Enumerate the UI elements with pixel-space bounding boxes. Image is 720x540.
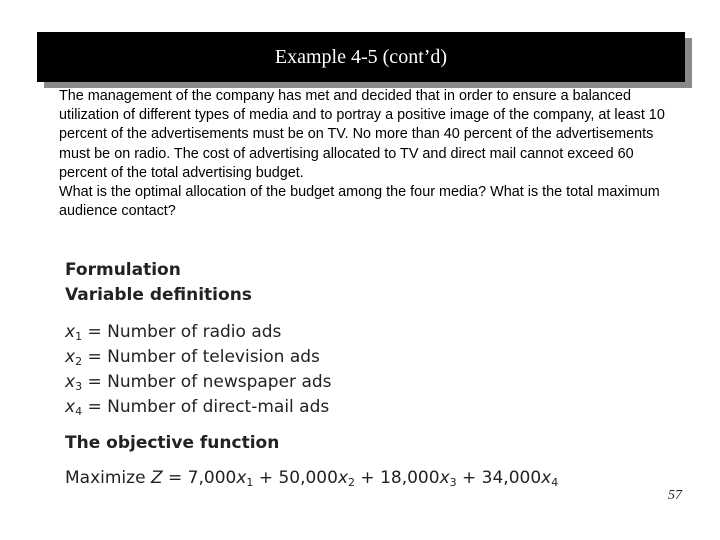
variable-symbol: x — [65, 372, 76, 392]
variable-row — [65, 320, 625, 345]
variable-symbol: x — [65, 397, 76, 417]
objective-term-symbol: x — [439, 468, 450, 488]
formulation-block — [65, 258, 625, 491]
objective-term-subscript: 1 — [246, 476, 254, 489]
variable-row — [65, 395, 625, 420]
slide-title-bar — [37, 32, 685, 82]
variable-definitions-heading: Variable definitions — [65, 285, 252, 305]
page-number: 57 — [668, 488, 682, 503]
objective-function — [65, 466, 625, 491]
variable-description: = Number of direct-mail ads — [87, 397, 330, 417]
objective-term-subscript: 3 — [449, 476, 457, 489]
objective-term-symbol: x — [236, 468, 247, 488]
objective-term-subscript: 4 — [551, 476, 559, 489]
variable-row — [65, 345, 625, 370]
variable-subscript: 1 — [75, 330, 83, 343]
question-paragraph: What is the optimal allocation of the budget among the four media? What is the total maximum audience contact? — [59, 184, 660, 220]
objective-term-symbol: x — [541, 468, 552, 488]
variable-description: = Number of newspaper ads — [87, 372, 332, 392]
variable-row — [65, 370, 625, 395]
variable-subscript: 2 — [75, 355, 83, 368]
variable-description: = Number of television ads — [87, 347, 320, 367]
objective-coefficient: + 18,000 — [355, 468, 440, 488]
variable-symbol: x — [65, 322, 76, 342]
variable-symbol: x — [65, 347, 76, 367]
objective-coefficient: = 7,000 — [162, 468, 237, 488]
slide-title: Example 4-5 (cont’d) — [274, 45, 448, 68]
objective-coefficient: + 50,000 — [253, 468, 338, 488]
formulation-heading: Formulation — [65, 260, 181, 280]
objective-term-subscript: 2 — [348, 476, 356, 489]
problem-statement — [59, 87, 669, 221]
variable-subscript: 4 — [75, 405, 83, 418]
variable-description: = Number of radio ads — [87, 322, 282, 342]
variable-list — [65, 320, 625, 420]
objective-prefix: Maximize — [65, 468, 151, 488]
objective-function-heading: The objective function — [65, 433, 280, 453]
variable-subscript: 3 — [75, 380, 83, 393]
problem-paragraph: The management of the company has met and decided that in order to ensure a balanced utilization of different types of media and to portray a positive image of the company, at least 10 percent of the advertisements must be on TV. No more than 40 percent of the advertisements must be on radio. The cost of advertising allocated to TV and direct mail cannot exceed 60 percent of the total advertising budget. — [59, 88, 665, 181]
objective-coefficient: + 34,000 — [456, 468, 542, 488]
objective-variable: Z — [150, 468, 163, 488]
objective-term-symbol: x — [337, 468, 349, 488]
